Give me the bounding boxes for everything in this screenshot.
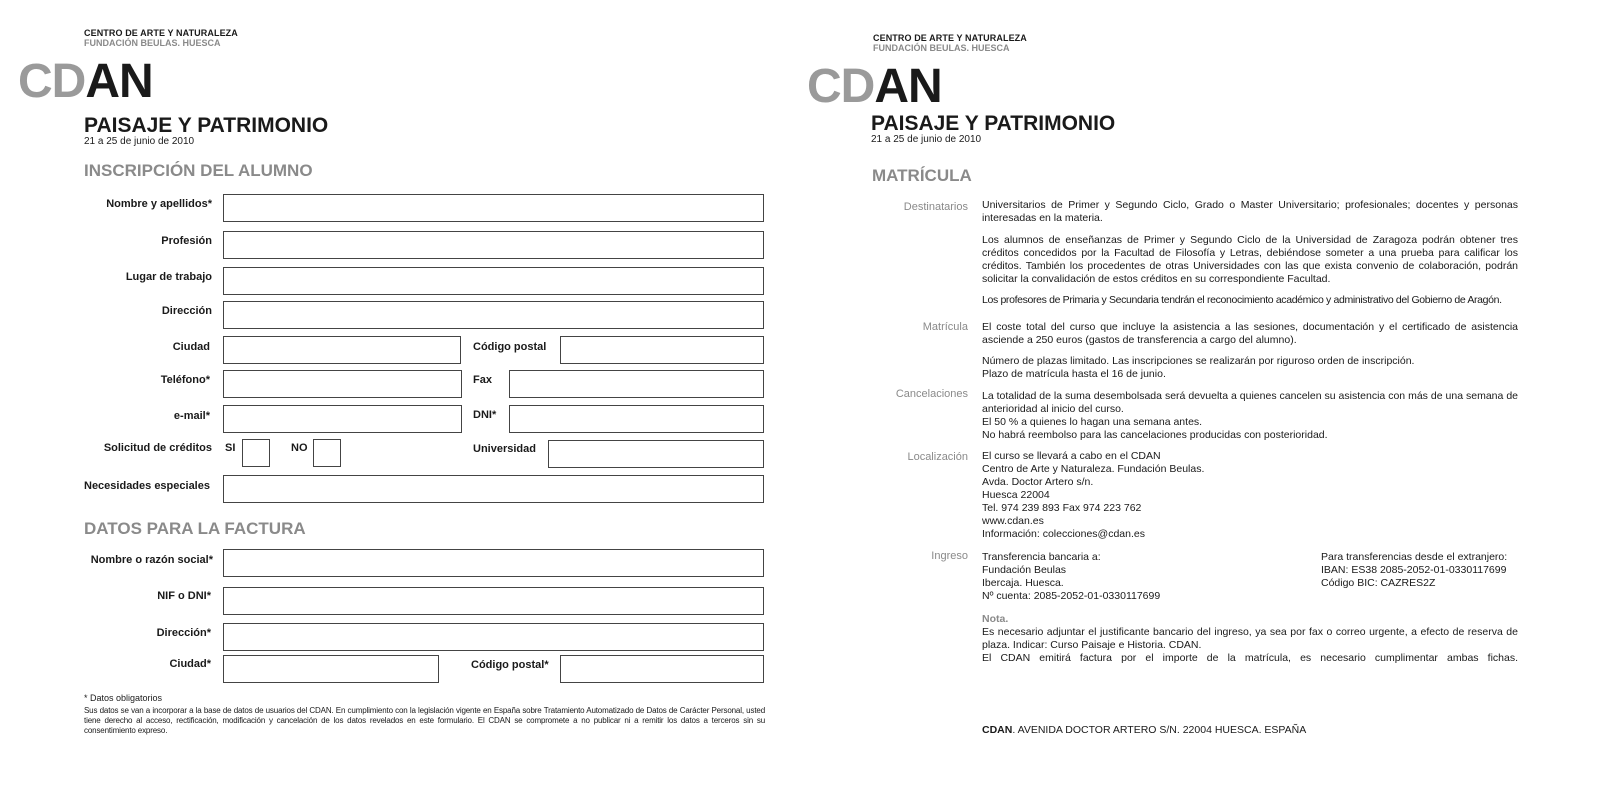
ingreso-line: Fundación Beulas [982,564,1067,576]
ingreso-iban: IBAN: ES38 2085-2052-01-0330117699 [1321,564,1507,576]
creditos-no-checkbox[interactable] [313,439,341,467]
matricula-text-3: Plazo de matrícula hasta el 16 de junio. [982,368,1166,380]
ingreso-line: Ibercaja. Huesca. [982,577,1064,589]
label-codigo-postal-factura: Código postal* [471,659,549,671]
telefono-field[interactable] [223,370,462,398]
course-title: PAISAJE Y PATRIMONIO [871,112,1116,135]
course-dates: 21 a 25 de junio de 2010 [871,134,982,145]
label-no: NO [291,442,308,454]
label-solicitud-creditos: Solicitud de créditos [103,442,212,454]
foundation-name: FUNDACIÓN BEULAS. HUESCA [84,38,221,48]
destinatarios-text-2: Los alumnos de enseñanzas de Primer y Segundo Ciclo de la Universidad de Zaragoza podrán obtener tres créditos concedidos por la Facultad de Filosofía y Letras, debiéndose someter a una prueba para calificar los créditos. También los procedentes de otras Universidades con las que exista convenio de colaboración, podrán solicitar la convalidación de estos créditos en su correspondiente Facultad. [982,234,1518,285]
ingreso-account: Nº cuenta: 2085-2052-01-0330117699 [982,590,1161,602]
nota-text: Es necesario adjuntar el justificante bancario del ingreso, ya sea por fax o correo urgente, a efecto de reserva de plaza. Indicar: Curso Paisaje e Historia. CDAN. [982,626,1518,651]
destinatarios-text-3: Los profesores de Primaria y Secundaria tendrán el reconocimiento académico y administrativo del Gobierno de Aragón. [982,294,1502,306]
codigo-postal-factura-field[interactable] [560,655,764,683]
matricula-text-1: El coste total del curso que incluye la asistencia a las sesiones, documentación y el certificado de asistencia asciende a 250 euros (gastos de transferencia a cargo del alumno). [982,321,1518,346]
section-title-student: INSCRIPCIÓN DEL ALUMNO [84,161,313,180]
label-ingreso: Ingreso [931,550,968,562]
section-title-invoice: DATOS PARA LA FACTURA [84,519,306,538]
razon-social-field[interactable] [223,549,764,577]
label-fax: Fax [473,374,492,386]
label-codigo-postal: Código postal [473,341,547,353]
required-fields-note: * Datos obligatorios [84,693,163,703]
email-field[interactable] [223,405,462,433]
ciudad-field[interactable] [223,336,461,364]
label-email: e-mail* [173,410,210,422]
label-profesion: Profesión [161,235,212,247]
universidad-field[interactable] [548,440,764,468]
label-direccion: Dirección [161,305,212,317]
label-nombre: Nombre y apellidos* [106,198,212,210]
localizacion-line: El curso se llevará a cabo en el CDAN [982,450,1161,462]
localizacion-address [982,450,1518,541]
localizacion-line: Tel. 974 239 893 Fax 974 223 762 [982,502,1142,514]
course-title: PAISAJE Y PATRIMONIO [84,114,329,137]
direccion-field[interactable] [223,301,764,329]
ingreso-line: Para transferencias desde el extranjero: [1321,551,1508,563]
label-universidad: Universidad [473,443,536,455]
direccion-factura-field[interactable] [223,623,764,651]
nota-title: Nota. [982,613,1009,625]
cdan-logo: CDAN [18,55,153,108]
ingreso-international [1321,551,1507,590]
course-dates: 21 a 25 de junio de 2010 [84,136,195,147]
localizacion-line: Centro de Arte y Naturaleza. Fundación Beulas. [982,463,1205,475]
foundation-name: FUNDACIÓN BEULAS. HUESCA [873,43,1010,53]
label-destinatarios: Destinatarios [903,201,968,213]
creditos-si-checkbox[interactable] [242,439,270,467]
localizacion-email: Información: colecciones@cdan.es [982,528,1145,540]
section-title-matricula: MATRÍCULA [872,166,972,185]
label-direccion-factura: Dirección* [156,627,211,639]
localizacion-line: Huesca 22004 [982,489,1050,501]
center-name: CENTRO DE ARTE Y NATURALEZA [84,28,238,38]
ciudad-factura-field[interactable] [223,655,439,683]
necesidades-field[interactable] [223,475,764,503]
ingreso-domestic [982,551,1160,603]
matricula-text-2: Número de plazas limitado. Las inscripciones se realizarán por riguroso orden de inscripción. [982,355,1415,367]
label-nif: NIF o DNI* [157,590,211,602]
footer-address: CDAN. AVENIDA DOCTOR ARTERO S/N. 22004 HUESCA. ESPAÑA [982,724,1307,736]
nombre-field[interactable] [223,194,764,222]
enrollment-info-page [800,0,1600,800]
data-protection-notice: Sus datos se van a incorporar a la base de datos de usuarios del CDAN. En cumplimiento con la legislación vigente en España sobre Tratamiento Automatizado de Datos de Carácter Personal, usted tiene derecho al acceso, rectificación, modificación y cancelación de los datos revelados en este formulario. El CDAN se compromete a no publicar ni a remitir los datos a terceros sin su consentimiento expreso. [84,706,765,735]
cancelaciones-text-3: No habrá reembolso para las cancelaciones producidas con posterioridad. [982,429,1328,441]
label-cancelaciones: Cancelaciones [895,388,968,400]
label-necesidades: Necesidades especiales [84,480,210,492]
ingreso-bic: Código BIC: CAZRES2Z [1321,577,1436,589]
cancelaciones-text-1: La totalidad de la suma desembolsada será devuelta a quienes cancelen su asistencia con más de una semana de anterioridad al inicio del curso. [982,390,1518,415]
label-telefono: Teléfono* [160,374,210,386]
label-razon-social: Nombre o razón social* [90,554,213,566]
label-ciudad: Ciudad [172,341,210,353]
nif-field[interactable] [223,587,764,615]
ingreso-line: Transferencia bancaria a: [982,551,1101,563]
localizacion-website: www.cdan.es [982,515,1044,527]
profesion-field[interactable] [223,231,764,259]
label-matricula: Matrícula [922,321,968,333]
lugar-trabajo-field[interactable] [223,267,764,295]
label-dni: DNI* [473,409,497,421]
fax-field[interactable] [509,370,764,398]
label-si: SI [225,442,236,454]
localizacion-line: Avda. Doctor Artero s/n. [982,476,1094,488]
codigo-postal-field[interactable] [560,336,764,364]
dni-field[interactable] [509,405,764,433]
label-lugar-trabajo: Lugar de trabajo [125,271,212,283]
destinatarios-text-1: Universitarios de Primer y Segundo Ciclo, Grado o Master Universitario; profesionales; docentes y personas interesadas en la materia. [982,199,1518,224]
cdan-logo: CDAN [807,60,942,113]
center-name: CENTRO DE ARTE Y NATURALEZA [873,33,1027,43]
label-ciudad-factura: Ciudad* [169,658,211,670]
nota-text-2: El CDAN emitirá factura por el importe de la matrícula, es necesario cumplimentar ambas fichas. [982,652,1518,664]
cancelaciones-text-2: El 50 % a quienes lo hagan una semana antes. [982,416,1203,428]
label-localizacion: Localización [907,451,968,463]
